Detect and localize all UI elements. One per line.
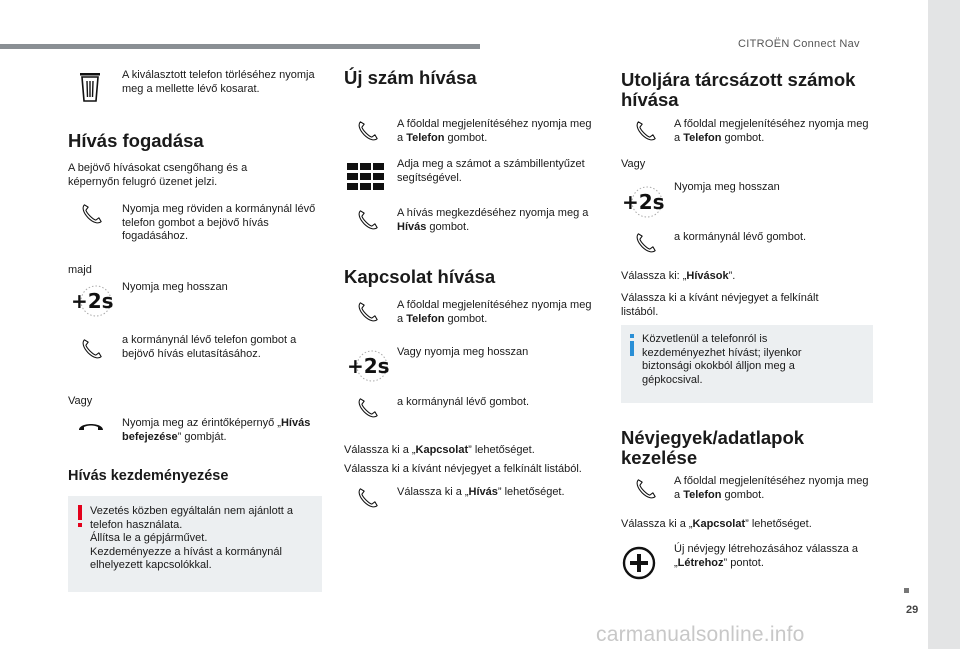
contact-call-heading: Kapcsolat hívása xyxy=(344,266,496,287)
new-call-step-dial: Adja meg a számot a számbillentyűzet segítségével. xyxy=(397,158,585,184)
redial-select-list: Válassza ki a kívánt névjegyet a felkínált listából. xyxy=(621,292,819,318)
continue-marker xyxy=(904,588,909,593)
long-press-2s-icon xyxy=(619,182,665,222)
redial-select-calls: Válassza ki: „Hívások”. xyxy=(621,270,736,282)
phone-handset-icon xyxy=(79,336,105,362)
long-press-2s-icon xyxy=(344,346,390,386)
keypad-icon xyxy=(347,163,387,191)
phone-handset-icon xyxy=(633,230,659,256)
contacts-management-heading: Névjegyek/adatlapok kezelése xyxy=(621,427,805,468)
add-plus-icon xyxy=(622,546,656,580)
redial-step-long-press: Nyomja meg hosszan xyxy=(674,181,780,193)
delete-phone-text: A kiválasztott telefon törléséhez nyomja meg a mellette lévő kosarat. xyxy=(122,69,315,95)
new-call-step-home: A főoldal megjelenítéséhez nyomja meg a Telefon gombot. xyxy=(397,118,592,144)
page-number: 29 xyxy=(906,604,919,616)
contact-call-step-call: Válassza ki a „Hívás” lehetőséget. xyxy=(397,486,565,498)
contact-call-step-wheel: a kormánynál lévő gombot. xyxy=(397,396,530,408)
redial-heading: Utoljára tárcsázott számok hívása xyxy=(621,69,856,110)
phone-handset-icon xyxy=(355,395,381,421)
initiate-call-heading: Hívás kezdeményezése xyxy=(68,468,229,484)
header-brand: CITROËN Connect Nav xyxy=(738,38,860,50)
contact-call-select-list: Válassza ki a kívánt névjegyet a felkínált listából. xyxy=(344,463,582,475)
phone-handset-icon xyxy=(355,118,381,144)
then-label: majd xyxy=(68,264,92,276)
phone-handset-icon xyxy=(355,299,381,325)
or-label: Vagy xyxy=(621,158,646,170)
receive-step-long-press: Nyomja meg hosszan xyxy=(122,281,228,293)
receive-step-answer: Nyomja meg röviden a kormánynál lévő telefon gombot a bejövő hívás fogadásához. xyxy=(122,203,316,242)
warning-text: Vezetés közben egyáltalán nem ajánlott a telefon használata. Állítsa le a gépjárművet. Kezdeményezze a hívást a kormánynál elhelyezett kapcsolókkal. xyxy=(90,505,294,571)
page-edge-strip xyxy=(928,0,960,649)
contacts-step-home: A főoldal megjelenítéséhez nyomja meg a Telefon gombot. xyxy=(674,475,869,501)
info-icon xyxy=(628,333,636,357)
watermark: carmanualsonline.info xyxy=(596,623,805,646)
long-press-2s-icon xyxy=(68,281,114,321)
or-label: Vagy xyxy=(68,395,93,407)
receive-step-reject: a kormánynál lévő telefon gombot a bejövő hívás elutasításához. xyxy=(122,334,297,360)
redial-step-home: A főoldal megjelenítéséhez nyomja meg a Telefon gombot. xyxy=(674,118,869,144)
contacts-select-contact: Válassza ki a „Kapcsolat” lehetőséget. xyxy=(621,518,812,530)
trash-icon xyxy=(79,70,101,104)
phone-handset-icon xyxy=(633,118,659,144)
phone-handset-icon xyxy=(355,485,381,511)
contact-call-select-contact: Válassza ki a „Kapcsolat” lehetőséget. xyxy=(344,444,535,456)
phone-handset-icon xyxy=(633,476,659,502)
info-text: Közvetlenül a telefonról is kezdeményezhet hívást; ilyenkor biztonsági okokból álljon meg a gépkocsival. xyxy=(642,333,802,386)
new-number-heading: Új szám hívása xyxy=(344,67,477,88)
phone-handset-icon xyxy=(79,201,105,227)
phone-handset-icon xyxy=(355,207,381,233)
redial-step-wheel: a kormánynál lévő gombot. xyxy=(674,231,807,243)
contacts-step-create: Új névjegy létrehozásához válassza a „Létrehoz” pontot. xyxy=(674,543,859,569)
new-call-step-call: A hívás megkezdéséhez nyomja meg a Hívás gombot. xyxy=(397,207,589,233)
receive-call-intro: A bejövő hívásokat csengőhang és a képernyőn felugró üzenet jelzi. xyxy=(68,162,248,188)
receive-call-heading: Hívás fogadása xyxy=(68,130,204,151)
receive-step-end-call: Nyomja meg az érintőképernyő „Hívás befejezése” gombját. xyxy=(122,417,311,443)
contact-call-step-home: A főoldal megjelenítéséhez nyomja meg a Telefon gombot. xyxy=(397,299,592,325)
hang-up-icon xyxy=(77,418,105,434)
top-rule xyxy=(0,44,480,49)
warning-exclamation-icon xyxy=(75,504,85,528)
contact-call-step-long-press: Vagy nyomja meg hosszan xyxy=(397,346,529,358)
